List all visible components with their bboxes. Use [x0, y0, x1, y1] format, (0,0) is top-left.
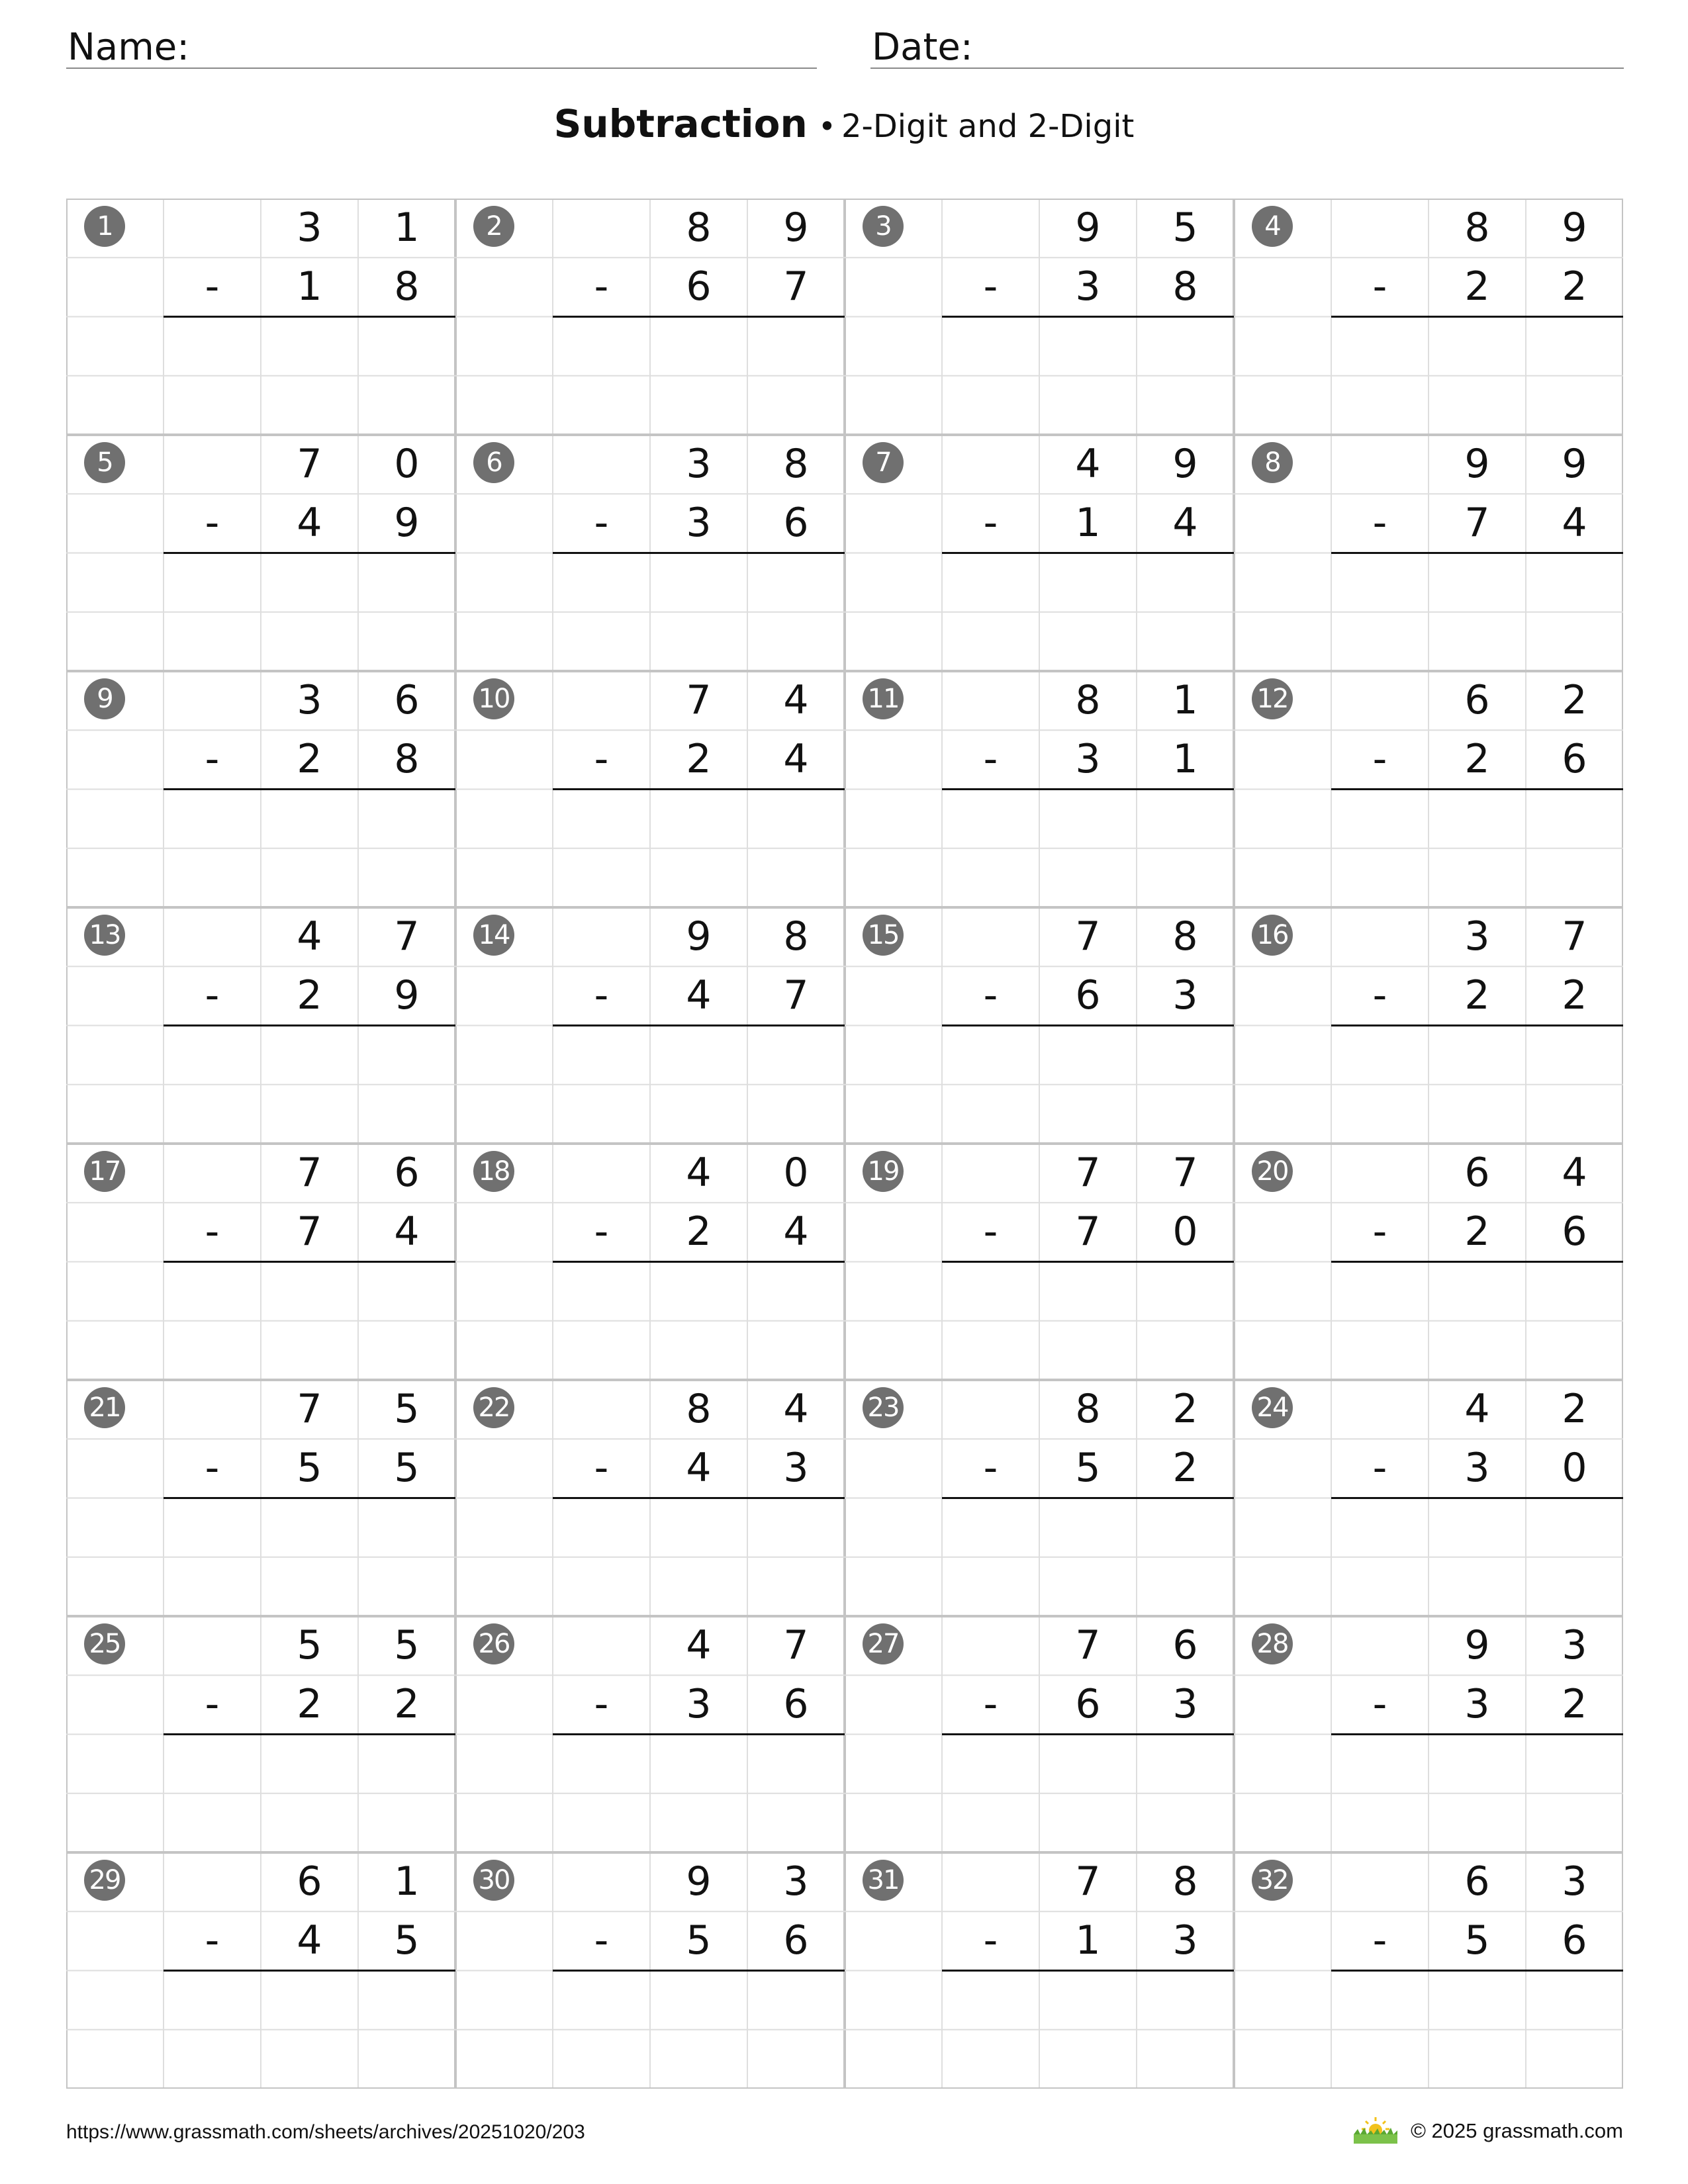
subtrahend-ones-digit: 6	[1562, 736, 1587, 783]
answer-area[interactable]	[164, 790, 455, 908]
minuend-tens-digit: 6	[1464, 1858, 1490, 1905]
minus-sign: -	[1372, 263, 1387, 310]
minus-sign: -	[594, 1208, 609, 1255]
name-field[interactable]	[66, 25, 817, 69]
subtrahend-ones-digit: 6	[1562, 1208, 1587, 1255]
minuend-tens-digit: 7	[297, 1386, 322, 1432]
problem-32	[1234, 1852, 1623, 2089]
problem-number-badge: 19	[863, 1151, 904, 1192]
minuend-ones-digit: 7	[1172, 1150, 1198, 1196]
minuend-ones-digit: 3	[1562, 1858, 1587, 1905]
problem-number-badge: 21	[84, 1387, 125, 1428]
problem-28	[1234, 1616, 1623, 1852]
subtrahend-ones-digit: 5	[394, 1917, 420, 1964]
date-label: Date:	[872, 26, 973, 69]
minus-sign: -	[594, 972, 609, 1019]
minuend-ones-digit: 3	[783, 1858, 809, 1905]
subtrahend-ones-digit: 4	[1562, 500, 1587, 547]
answer-area[interactable]	[1331, 1498, 1623, 1617]
subtrahend-ones-digit: 0	[1172, 1208, 1198, 1255]
minuend-ones-digit: 8	[1172, 913, 1198, 960]
subtrahend-tens-digit: 4	[686, 972, 712, 1019]
subtrahend-ones-digit: 8	[394, 263, 420, 310]
minuend-ones-digit: 1	[1172, 677, 1198, 723]
minuend-tens-digit: 7	[297, 1150, 322, 1196]
minus-sign: -	[594, 263, 609, 310]
answer-area[interactable]	[1331, 1971, 1623, 2089]
minuend-ones-digit: 2	[1562, 677, 1587, 723]
minus-sign: -	[1372, 1681, 1387, 1728]
minus-sign: -	[594, 500, 609, 547]
minus-sign: -	[205, 263, 220, 310]
subtrahend-tens-digit: 1	[1075, 1917, 1101, 1964]
subtrahend-ones-digit: 6	[783, 1917, 809, 1964]
subtrahend-tens-digit: 6	[686, 263, 712, 310]
answer-area[interactable]	[553, 317, 845, 435]
minuend-tens-digit: 7	[1075, 1858, 1101, 1905]
problem-number-badge: 12	[1252, 678, 1293, 719]
footer-copyright: © 2025 grassmath.com	[1411, 2119, 1623, 2142]
answer-area[interactable]	[1331, 790, 1623, 908]
answer-area[interactable]	[553, 1971, 845, 2089]
minus-sign: -	[594, 1917, 609, 1964]
title-main: Subtraction	[553, 101, 808, 146]
problem-number-badge: 11	[863, 678, 904, 719]
answer-area[interactable]	[164, 317, 455, 435]
problem-26	[455, 1616, 845, 1852]
problem-number-badge: 24	[1252, 1387, 1293, 1428]
subtrahend-ones-digit: 6	[1562, 1917, 1587, 1964]
problem-3	[845, 199, 1234, 435]
minuend-tens-digit: 6	[1464, 677, 1490, 723]
problem-14	[455, 907, 845, 1144]
minuend-ones-digit: 5	[394, 1386, 420, 1432]
minus-sign: -	[1372, 1917, 1387, 1964]
problem-12	[1234, 671, 1623, 907]
subtrahend-ones-digit: 2	[1562, 263, 1587, 310]
subtrahend-tens-digit: 3	[1464, 1681, 1490, 1728]
problem-4	[1234, 199, 1623, 435]
problem-11	[845, 671, 1234, 907]
minuend-tens-digit: 8	[686, 1386, 712, 1432]
minus-sign: -	[205, 500, 220, 547]
minuend-tens-digit: 7	[1075, 1150, 1101, 1196]
minus-sign: -	[983, 1681, 998, 1728]
title-separator: •	[818, 109, 836, 144]
minuend-ones-digit: 0	[394, 441, 420, 487]
minuend-ones-digit: 9	[1172, 441, 1198, 487]
minuend-ones-digit: 5	[394, 1622, 420, 1668]
minuend-tens-digit: 4	[297, 913, 322, 960]
minuend-ones-digit: 4	[783, 1386, 809, 1432]
problem-number-badge: 5	[84, 442, 125, 483]
problem-number-badge: 8	[1252, 442, 1293, 483]
answer-area[interactable]	[1331, 1026, 1623, 1144]
minuend-tens-digit: 7	[686, 677, 712, 723]
problem-31	[845, 1852, 1234, 2089]
subtrahend-ones-digit: 2	[1172, 1445, 1198, 1492]
minus-sign: -	[205, 1445, 220, 1492]
minuend-ones-digit: 4	[1562, 1150, 1587, 1196]
subtrahend-ones-digit: 9	[394, 500, 420, 547]
minuend-tens-digit: 7	[1075, 1622, 1101, 1668]
subtrahend-tens-digit: 3	[686, 1681, 712, 1728]
problem-15	[845, 907, 1234, 1144]
problem-number-badge: 20	[1252, 1151, 1293, 1192]
answer-area[interactable]	[164, 553, 455, 672]
subtrahend-ones-digit: 3	[1172, 972, 1198, 1019]
grass-sun-logo-icon	[1352, 2115, 1399, 2148]
problem-grid	[66, 199, 1623, 2089]
subtrahend-tens-digit: 1	[1075, 500, 1101, 547]
minus-sign: -	[205, 972, 220, 1019]
minuend-tens-digit: 9	[1464, 441, 1490, 487]
answer-area[interactable]	[553, 1498, 845, 1617]
answer-area[interactable]	[164, 1026, 455, 1144]
subtrahend-tens-digit: 5	[1075, 1445, 1101, 1492]
problem-25	[66, 1616, 455, 1852]
subtrahend-tens-digit: 5	[297, 1445, 322, 1492]
title-subtitle: 2-Digit and 2-Digit	[841, 108, 1135, 145]
minus-sign: -	[205, 1917, 220, 1964]
answer-area[interactable]	[553, 1735, 845, 1853]
answer-area[interactable]	[942, 1262, 1234, 1381]
minus-sign: -	[205, 1681, 220, 1728]
minuend-tens-digit: 7	[297, 441, 322, 487]
subtrahend-ones-digit: 4	[783, 736, 809, 783]
problem-17	[66, 1144, 455, 1380]
answer-area[interactable]	[164, 1971, 455, 2089]
subtrahend-ones-digit: 0	[1562, 1445, 1587, 1492]
problem-number-badge: 10	[473, 678, 514, 719]
subtrahend-tens-digit: 3	[1075, 736, 1101, 783]
problem-number-badge: 31	[863, 1860, 904, 1901]
subtrahend-ones-digit: 4	[394, 1208, 420, 1255]
answer-area[interactable]	[164, 1262, 455, 1381]
problem-number-badge: 2	[473, 206, 514, 247]
problem-number-badge: 16	[1252, 915, 1293, 956]
subtrahend-ones-digit: 2	[394, 1681, 420, 1728]
problem-number-badge: 15	[863, 915, 904, 956]
answer-area[interactable]	[942, 1026, 1234, 1144]
subtrahend-tens-digit: 7	[1075, 1208, 1101, 1255]
worksheet-title	[0, 101, 1688, 146]
answer-area[interactable]	[1331, 317, 1623, 435]
minus-sign: -	[594, 1445, 609, 1492]
minuend-tens-digit: 4	[686, 1622, 712, 1668]
subtrahend-ones-digit: 6	[783, 1681, 809, 1728]
problem-18	[455, 1144, 845, 1380]
answer-area[interactable]	[942, 1971, 1234, 2089]
problem-number-badge: 7	[863, 442, 904, 483]
problem-30	[455, 1852, 845, 2089]
minuend-tens-digit: 9	[686, 1858, 712, 1905]
problem-number-badge: 3	[863, 206, 904, 247]
subtrahend-tens-digit: 2	[686, 736, 712, 783]
date-field[interactable]	[870, 25, 1624, 69]
subtrahend-tens-digit: 5	[686, 1917, 712, 1964]
minuend-tens-digit: 6	[1464, 1150, 1490, 1196]
subtrahend-ones-digit: 7	[783, 972, 809, 1019]
problem-7	[845, 435, 1234, 671]
minuend-ones-digit: 6	[1172, 1622, 1198, 1668]
minuend-tens-digit: 3	[686, 441, 712, 487]
subtrahend-ones-digit: 8	[394, 736, 420, 783]
subtrahend-ones-digit: 7	[783, 263, 809, 310]
minus-sign: -	[594, 1681, 609, 1728]
subtrahend-tens-digit: 4	[686, 1445, 712, 1492]
minuend-ones-digit: 9	[783, 205, 809, 251]
minuend-ones-digit: 6	[394, 677, 420, 723]
minuend-tens-digit: 8	[1075, 677, 1101, 723]
minuend-tens-digit: 8	[686, 205, 712, 251]
problem-9	[66, 671, 455, 907]
minus-sign: -	[205, 736, 220, 783]
minuend-tens-digit: 9	[1075, 205, 1101, 251]
problem-24	[1234, 1380, 1623, 1616]
problem-number-badge: 13	[84, 915, 125, 956]
problem-29	[66, 1852, 455, 2089]
answer-area[interactable]	[942, 317, 1234, 435]
minus-sign: -	[983, 972, 998, 1019]
problem-number-badge: 26	[473, 1623, 514, 1664]
minus-sign: -	[1372, 1445, 1387, 1492]
problem-number-badge: 28	[1252, 1623, 1293, 1664]
answer-area[interactable]	[942, 553, 1234, 672]
subtrahend-ones-digit: 3	[1172, 1681, 1198, 1728]
problem-number-badge: 4	[1252, 206, 1293, 247]
problem-2	[455, 199, 845, 435]
minuend-ones-digit: 7	[783, 1622, 809, 1668]
problem-number-badge: 9	[84, 678, 125, 719]
minus-sign: -	[983, 1208, 998, 1255]
problem-16	[1234, 907, 1623, 1144]
minuend-ones-digit: 4	[783, 677, 809, 723]
problem-number-badge: 23	[863, 1387, 904, 1428]
subtrahend-tens-digit: 4	[297, 500, 322, 547]
minus-sign: -	[983, 500, 998, 547]
answer-area[interactable]	[942, 1735, 1234, 1853]
minuend-tens-digit: 4	[1464, 1386, 1490, 1432]
subtrahend-tens-digit: 7	[1464, 500, 1490, 547]
minus-sign: -	[594, 736, 609, 783]
minus-sign: -	[1372, 1208, 1387, 1255]
problem-number-badge: 14	[473, 915, 514, 956]
problem-8	[1234, 435, 1623, 671]
subtrahend-tens-digit: 5	[1464, 1917, 1490, 1964]
minuend-ones-digit: 8	[1172, 1858, 1198, 1905]
minuend-ones-digit: 1	[394, 205, 420, 251]
subtrahend-tens-digit: 2	[297, 1681, 322, 1728]
problem-21	[66, 1380, 455, 1616]
problem-number-badge: 1	[84, 206, 125, 247]
footer-brand	[1352, 2115, 1623, 2148]
answer-area[interactable]	[1331, 553, 1623, 672]
subtrahend-ones-digit: 2	[1562, 1681, 1587, 1728]
minus-sign: -	[983, 1445, 998, 1492]
minuend-ones-digit: 1	[394, 1858, 420, 1905]
minuend-tens-digit: 8	[1464, 205, 1490, 251]
minuend-ones-digit: 6	[394, 1150, 420, 1196]
subtrahend-ones-digit: 4	[783, 1208, 809, 1255]
problem-27	[845, 1616, 1234, 1852]
minuend-ones-digit: 7	[394, 913, 420, 960]
minuend-tens-digit: 8	[1075, 1386, 1101, 1432]
problem-19	[845, 1144, 1234, 1380]
problem-number-badge: 27	[863, 1623, 904, 1664]
problem-number-badge: 6	[473, 442, 514, 483]
subtrahend-tens-digit: 2	[1464, 263, 1490, 310]
problem-10	[455, 671, 845, 907]
subtrahend-tens-digit: 6	[1075, 1681, 1101, 1728]
minuend-tens-digit: 7	[1075, 913, 1101, 960]
problem-number-badge: 30	[473, 1860, 514, 1901]
minuend-tens-digit: 3	[1464, 913, 1490, 960]
minuend-tens-digit: 9	[1464, 1622, 1490, 1668]
answer-area[interactable]	[942, 790, 1234, 908]
problem-number-badge: 29	[84, 1860, 125, 1901]
subtrahend-ones-digit: 9	[394, 972, 420, 1019]
subtrahend-tens-digit: 2	[1464, 736, 1490, 783]
subtrahend-ones-digit: 5	[394, 1445, 420, 1492]
problem-23	[845, 1380, 1234, 1616]
subtrahend-ones-digit: 3	[1172, 1917, 1198, 1964]
answer-area[interactable]	[553, 553, 845, 672]
minuend-tens-digit: 3	[297, 205, 322, 251]
minuend-ones-digit: 9	[1562, 441, 1587, 487]
subtrahend-tens-digit: 4	[297, 1917, 322, 1964]
subtrahend-ones-digit: 6	[783, 500, 809, 547]
subtrahend-ones-digit: 4	[1172, 500, 1198, 547]
subtrahend-tens-digit: 3	[1464, 1445, 1490, 1492]
problem-20	[1234, 1144, 1623, 1380]
subtrahend-ones-digit: 1	[1172, 736, 1198, 783]
problem-number-badge: 25	[84, 1623, 125, 1664]
minuend-ones-digit: 3	[1562, 1622, 1587, 1668]
minuend-ones-digit: 2	[1172, 1386, 1198, 1432]
problem-22	[455, 1380, 845, 1616]
minus-sign: -	[983, 736, 998, 783]
minuend-ones-digit: 0	[783, 1150, 809, 1196]
footer-url: https://www.grassmath.com/sheets/archives/20251020/203	[66, 2121, 585, 2143]
minus-sign: -	[983, 263, 998, 310]
minuend-ones-digit: 9	[1562, 205, 1587, 251]
minus-sign: -	[1372, 736, 1387, 783]
minuend-tens-digit: 4	[686, 1150, 712, 1196]
answer-area[interactable]	[553, 1026, 845, 1144]
minuend-ones-digit: 7	[1562, 913, 1587, 960]
subtrahend-tens-digit: 2	[297, 736, 322, 783]
subtrahend-tens-digit: 2	[686, 1208, 712, 1255]
problem-number-badge: 32	[1252, 1860, 1293, 1901]
subtrahend-tens-digit: 3	[1075, 263, 1101, 310]
minuend-tens-digit: 6	[297, 1858, 322, 1905]
problem-number-badge: 17	[84, 1151, 125, 1192]
minus-sign: -	[1372, 500, 1387, 547]
subtrahend-tens-digit: 2	[1464, 1208, 1490, 1255]
minuend-tens-digit: 4	[1075, 441, 1101, 487]
subtrahend-tens-digit: 1	[297, 263, 322, 310]
answer-area[interactable]	[553, 790, 845, 908]
subtrahend-ones-digit: 3	[783, 1445, 809, 1492]
problem-number-badge: 18	[473, 1151, 514, 1192]
subtrahend-tens-digit: 7	[297, 1208, 322, 1255]
minuend-tens-digit: 5	[297, 1622, 322, 1668]
answer-area[interactable]	[1331, 1735, 1623, 1853]
answer-area[interactable]	[164, 1735, 455, 1853]
answer-area[interactable]	[553, 1262, 845, 1381]
subtrahend-tens-digit: 2	[1464, 972, 1490, 1019]
problem-6	[455, 435, 845, 671]
problem-1	[66, 199, 455, 435]
minuend-tens-digit: 9	[686, 913, 712, 960]
minuend-ones-digit: 5	[1172, 205, 1198, 251]
minuend-ones-digit: 2	[1562, 1386, 1587, 1432]
answer-area[interactable]	[942, 1498, 1234, 1617]
subtrahend-tens-digit: 2	[297, 972, 322, 1019]
minus-sign: -	[205, 1208, 220, 1255]
answer-area[interactable]	[164, 1498, 455, 1617]
minus-sign: -	[1372, 972, 1387, 1019]
answer-area[interactable]	[1331, 1262, 1623, 1381]
minus-sign: -	[983, 1917, 998, 1964]
problem-5	[66, 435, 455, 671]
name-label: Name:	[68, 26, 190, 69]
subtrahend-tens-digit: 6	[1075, 972, 1101, 1019]
minuend-ones-digit: 8	[783, 441, 809, 487]
problem-13	[66, 907, 455, 1144]
problem-number-badge: 22	[473, 1387, 514, 1428]
minuend-ones-digit: 8	[783, 913, 809, 960]
subtrahend-ones-digit: 8	[1172, 263, 1198, 310]
subtrahend-tens-digit: 3	[686, 500, 712, 547]
minuend-tens-digit: 3	[297, 677, 322, 723]
subtrahend-ones-digit: 2	[1562, 972, 1587, 1019]
